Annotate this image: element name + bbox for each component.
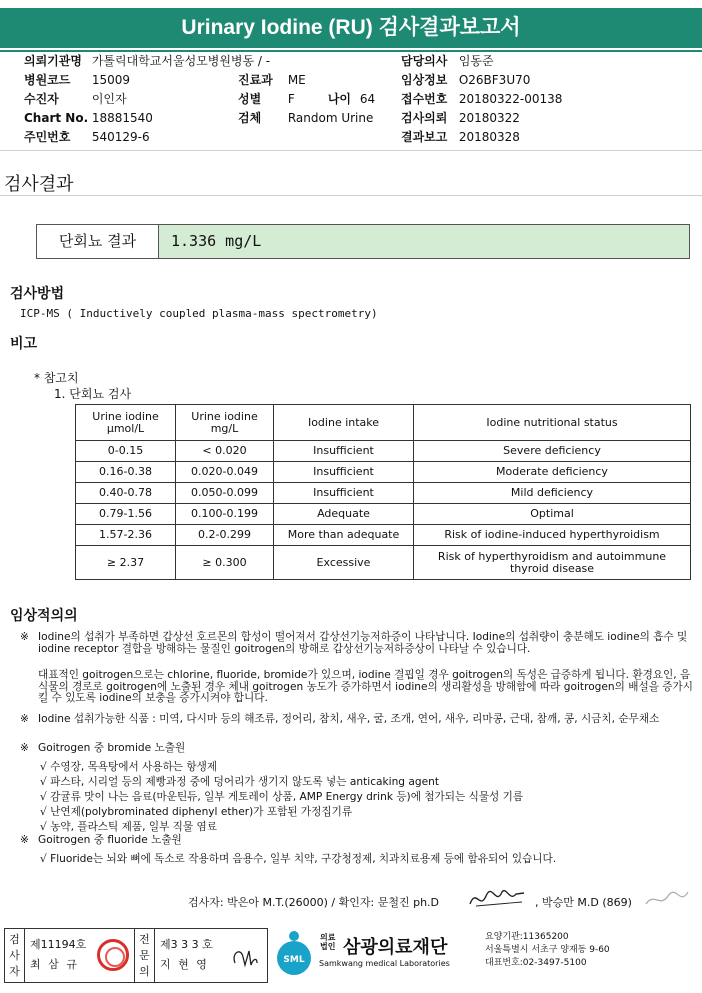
handwritten-signature-icon [466, 884, 528, 912]
info-row-accession-no: 접수번호 20180322-00138 [401, 92, 563, 106]
check-icon: √ [40, 761, 47, 773]
note-mark: ※ [20, 834, 29, 846]
lab-address: 서울특별시 서초구 양재동 9-60 [485, 945, 610, 955]
reference-title: * 참고치 [34, 371, 79, 385]
table-row [76, 483, 691, 504]
col-header-status: Iodine nutritional status [414, 405, 691, 441]
table-cell: 0.2-0.299 [176, 525, 274, 546]
report-title: Urinary Iodine (RU) 검사결과보고서 [181, 16, 521, 39]
table-cell: Adequate [274, 504, 414, 525]
header-mid-column [238, 71, 375, 128]
table-cell: Insufficient [274, 462, 414, 483]
info-row-clinical-info: 임상정보 O26BF3U70 [401, 73, 531, 87]
table-cell: 0.020-0.049 [176, 462, 274, 483]
table-row [76, 525, 691, 546]
specialist-cell-label: 전문의 [135, 929, 155, 982]
table-cell: Insufficient [274, 441, 414, 462]
bromide-item: √ 농약, 플라스틱 제품, 일부 직물 염료 [40, 821, 217, 833]
method-text: ICP-MS ( Inductively coupled plasma-mass spectrometry) [20, 307, 378, 320]
bromide-section [20, 743, 695, 755]
table-cell: Moderate deficiency [414, 462, 691, 483]
info-row-resident-no: 주민번호 540129-6 [24, 130, 150, 144]
lab-phone: 대표번호:02-3497-5100 [485, 958, 587, 968]
result-label: 단회뇨 결과 [37, 225, 159, 258]
red-seal-icon [97, 939, 129, 971]
table-cell: ≥ 2.37 [76, 546, 176, 580]
bromide-item: √ 난연제(polybrominated diphenyl ether)가 포함된 가정집기류 [40, 806, 353, 818]
info-row-report-date: 결과보고 20180328 [401, 130, 520, 144]
results-divider [0, 195, 702, 196]
clinical-para-2 [20, 670, 695, 705]
table-cell: Risk of iodine-induced hyperthyroidism [414, 525, 691, 546]
result-box [36, 224, 690, 259]
age-value: 64 [359, 92, 376, 106]
check-icon: √ [40, 821, 47, 833]
header-divider [0, 150, 702, 151]
remarks-heading: 비고 [10, 336, 38, 352]
bromide-item: √ 파스타, 시리얼 등의 제빵과정 중에 덩어리가 생기지 않도록 넣는 anticaking agent [40, 776, 439, 788]
lab-corp-tag: 의료 법인 [320, 933, 336, 951]
info-row-specimen: 검체 Random Urine [238, 111, 374, 125]
table-cell: Insufficient [274, 483, 414, 504]
header-right-column [401, 52, 562, 147]
examiner-license-cell: 제11194호 최 삼 규 [25, 929, 135, 982]
info-row-chart-no: Chart No. 18881540 [24, 111, 153, 125]
info-row-institution: 의뢰기관명 가톨릭대학교서울성모병원병동 / - [24, 54, 271, 68]
col-header-intake: Iodine intake [274, 405, 414, 441]
lab-contact-info [485, 931, 610, 970]
check-icon: √ [40, 791, 47, 803]
check-icon: √ [40, 853, 47, 865]
table-cell: Excessive [274, 546, 414, 580]
fluoride-title: Goitrogen 중 fluoride 노출원 [38, 834, 182, 846]
clinical-para-1-text: Iodine의 섭취가 부족하면 갑상선 호르몬의 합성이 떨어져서 갑상선기능저하증이 나타납니다. Iodine의 섭취량이 충분해도 iodine의 흡수 및 iodine receptor 결합을 방해하는 물질인 goitrogen의 방해로 갑상선기능저하증상이 나타날 수 있습니다. [38, 631, 688, 655]
fluoride-item: √ Fluoride는 뇌와 뼈에 독소로 작용하며 음용수, 일부 치약, 구강청정제, 치과치료용제 등에 함유되어 있습니다. [40, 853, 557, 865]
clinical-para-2-text: 대표적인 goitrogen으로는 chlorine, fluoride, bromide가 있으며, iodine 결핍일 경우 goitrogen의 독성은 급증하게 됩니다. 환경요인, 음식물의 경로로 goitrogen에 노출된 경우 체내 goitrogen 농도가 증가하면서 iodine의 생리활성을 방해함에 따라 goitrogen의 배설을 증가시킬 수 있도록 iodine의 보충을 증가시켜야 합니다. [38, 669, 693, 705]
info-row-sex: 성별 F 나이 64 [238, 90, 375, 109]
examiner-signature-line: 검사자: 박은아 M.T.(26000) / 확인자: 문철진 ph.D [188, 896, 440, 909]
bromide-title: Goitrogen 중 bromide 노출원 [38, 742, 186, 754]
fluoride-section [20, 835, 695, 847]
clinical-heading: 임상적의의 [10, 608, 78, 624]
table-cell: 0.79-1.56 [76, 504, 176, 525]
clinical-para-3 [20, 714, 695, 726]
lab-institution-code: 요양기관:11365200 [485, 932, 569, 942]
logo-text: SML [283, 955, 305, 965]
col-header-umol: Urine iodine μmol/L [76, 405, 176, 441]
header-left-column [24, 52, 270, 147]
table-cell: 0.100-0.199 [176, 504, 274, 525]
note-mark: ※ [20, 713, 29, 725]
faint-signature-icon [642, 886, 692, 912]
info-row-doctor: 담당의사 임동준 [401, 54, 494, 68]
method-heading: 검사방법 [10, 286, 65, 302]
lab-name: 삼광의료재단 [343, 937, 448, 958]
table-cell: 0.40-0.78 [76, 483, 176, 504]
table-cell: < 0.020 [176, 441, 274, 462]
table-header-row [76, 405, 691, 441]
table-cell: Mild deficiency [414, 483, 691, 504]
bromide-item: √ 수영장, 목욕탕에서 사용하는 항생제 [40, 761, 218, 773]
table-cell: Severe deficiency [414, 441, 691, 462]
info-row-request-date: 검사의뢰 20180322 [401, 111, 520, 125]
table-row [76, 462, 691, 483]
table-cell: More than adequate [274, 525, 414, 546]
specialist-license-cell: 제3 3 3 호 지 현 영 [155, 929, 267, 982]
table-row [76, 441, 691, 462]
table-cell: Optimal [414, 504, 691, 525]
bromide-item: √ 감귤류 맛이 나는 음료(마운틴듀, 일부 게토레이 상품, AMP Energy drink 등)에 첨가되는 식물성 기름 [40, 791, 524, 803]
specialist-signature-icon [229, 943, 259, 971]
col-header-mg: Urine iodine mg/L [176, 405, 274, 441]
results-heading: 검사결과 [4, 174, 74, 195]
table-cell: ≥ 0.300 [176, 546, 274, 580]
license-stamp-box [4, 928, 268, 983]
info-row-department: 진료과 ME [238, 73, 306, 87]
clinical-para-1 [20, 632, 695, 655]
table-cell: 0.050-0.099 [176, 483, 274, 504]
reference-table [75, 404, 691, 580]
table-cell: Risk of hyperthyroidism and autoimmune thyroid disease [414, 546, 691, 580]
director-signature-line: , 박승만 M.D (869) [535, 896, 632, 909]
note-mark: ※ [20, 631, 29, 643]
sml-logo-icon [270, 928, 318, 978]
age-label: 나이 [327, 92, 352, 106]
report-title-bar [0, 8, 702, 48]
check-icon: √ [40, 806, 47, 818]
note-mark: ※ [20, 742, 29, 754]
table-row [76, 504, 691, 525]
lab-english-name: Samkwang medical Laboratories [319, 959, 450, 968]
table-cell: 0.16-0.38 [76, 462, 176, 483]
info-row-hospital-code: 병원코드 15009 [24, 73, 131, 87]
result-value: 1.336 mg/L [159, 225, 689, 258]
clinical-para-3-text: Iodine 섭취가능한 식품 : 미역, 다시마 등의 해조류, 정어리, 참치, 새우, 굴, 조개, 연어, 새우, 리마콩, 근대, 참깨, 콩, 시금치, 순무채소 [38, 713, 660, 725]
table-cell: 1.57-2.36 [76, 525, 176, 546]
table-cell: 0-0.15 [76, 441, 176, 462]
info-row-patient: 수진자 이인자 [24, 92, 127, 106]
reference-subtitle: 1. 단회뇨 검사 [54, 387, 132, 401]
examiner-cell-label: 검사자 [5, 929, 25, 982]
check-icon: √ [40, 776, 47, 788]
table-row [76, 546, 691, 580]
